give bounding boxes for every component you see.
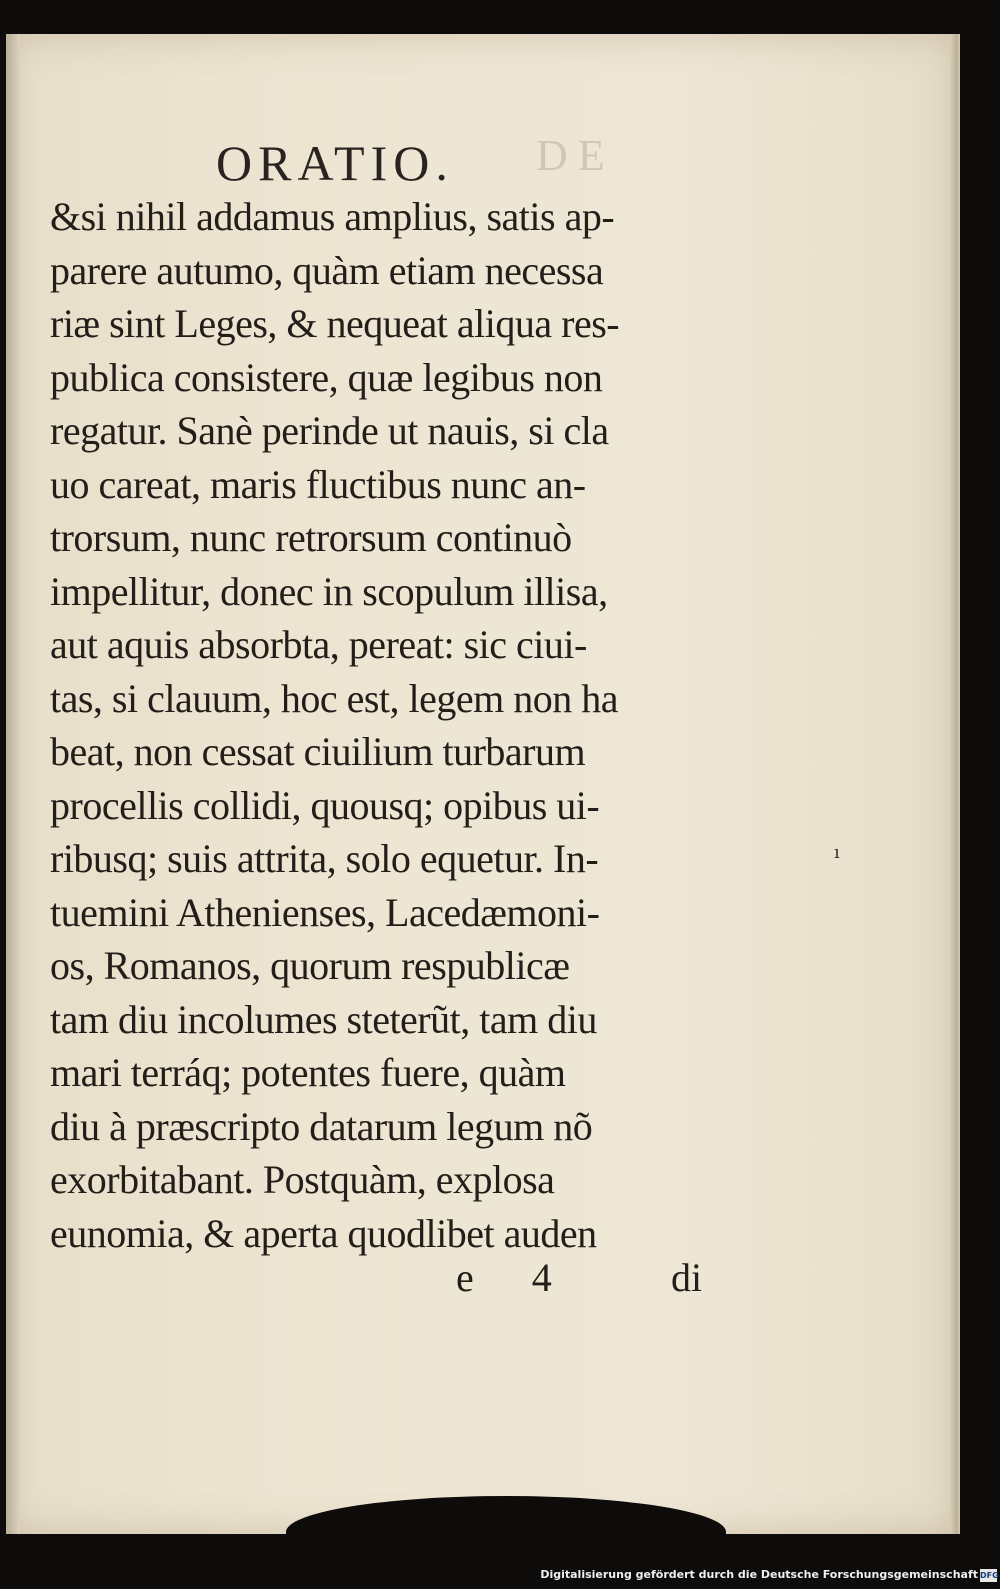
dfg-logo: DFG — [980, 1571, 999, 1580]
text-line: impellitur, donec in scopulum illisa, — [50, 568, 608, 614]
digitization-credit: Digitalisierung gefördert durch die Deutsche Forschungsgemeinschaft — [540, 1568, 978, 1581]
page-binding-shadow — [6, 34, 20, 1534]
page-edge — [950, 34, 958, 1534]
text-line: uo careat, maris fluctibus nunc an- — [50, 461, 586, 507]
text-line: ribusq; suis attrita, solo equetur. In- — [50, 836, 599, 881]
text-line: riæ sint Leges, & nequeat aliqua res- — [50, 301, 620, 346]
text-line: regatur. Sanè perinde ut nauis, si cla — [50, 408, 609, 453]
text-line: beat, non cessat ciuilium turbarum — [50, 729, 586, 774]
text-line: &si nihil addamus amplius, satis ap- — [50, 194, 615, 239]
text-line: tam diu incolumes steterũt, tam diu — [50, 996, 597, 1042]
text-line: procellis collidi, quousq; opibus ui- — [50, 782, 600, 828]
signature-mark: e 4 — [456, 1255, 576, 1300]
text-line: mari terráq; potentes fuere, quàm — [50, 1050, 566, 1095]
text-line: aut aquis absorbta, pereat: sic ciui- — [50, 622, 587, 667]
burned-edge-damage — [286, 1496, 726, 1556]
text-line: parere autumo, quàm etiam necessa — [50, 247, 604, 293]
text-line: publica consistere, quæ legibus non — [50, 354, 603, 400]
margin-mark: ı — [834, 842, 840, 863]
text-line: eunomia, & aperta quodlibet auden — [50, 1210, 597, 1256]
body-text — [50, 190, 710, 1260]
text-line: tas, si clauum, hoc est, legem non ha — [50, 675, 619, 721]
text-line: tuemini Athenienses, Lacedæmoni- — [50, 889, 600, 935]
book-page — [6, 34, 960, 1534]
show-through-heading: DE — [536, 131, 615, 180]
text-line: os, Romanos, quorum respublicæ — [50, 943, 570, 988]
text-line: diu à præscripto datarum legum nõ — [50, 1103, 593, 1149]
running-head: ORATIO. — [216, 135, 454, 191]
text-line: exorbitabant. Postquàm, explosa — [50, 1157, 555, 1202]
catchword: di — [671, 1255, 703, 1300]
text-line: trorsum, nunc retrorsum continuò — [50, 515, 572, 560]
